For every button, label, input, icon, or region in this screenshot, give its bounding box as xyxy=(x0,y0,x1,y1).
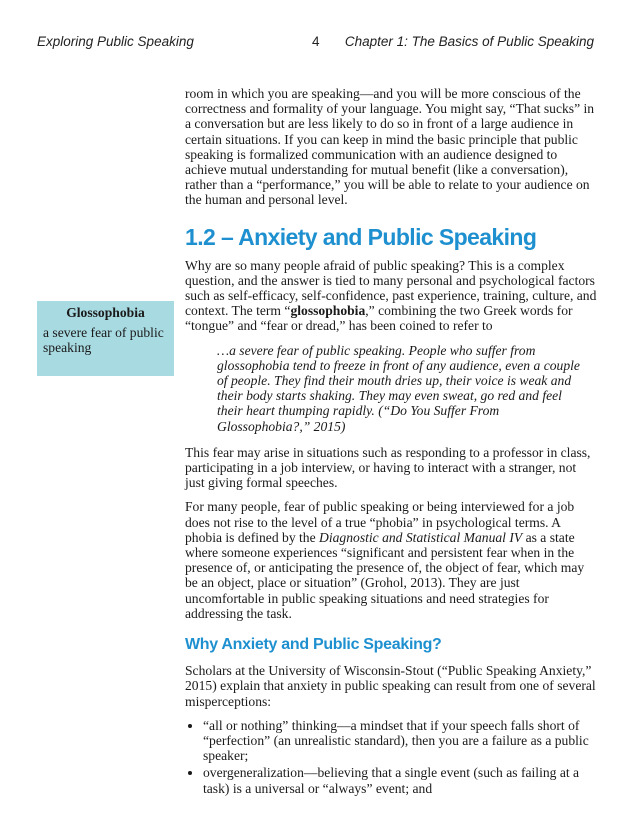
section-heading: 1.2 – Anxiety and Public Speaking xyxy=(185,223,537,250)
misperceptions-list xyxy=(185,718,597,796)
page-number: 4 xyxy=(312,34,320,49)
p3-text-after: as a state where someone experiences “significant and persistent fear when in the presence of, or anticipating the presence of, the object of fear, which may be an object, place or situation” (Grohol, 2013). They are just uncomfortable in public speaking situations and need strategies for addressing the task. xyxy=(185,529,585,621)
subsection-heading: Why Anxiety and Public Speaking? xyxy=(185,636,442,654)
p1-text-before: Why are so many people afraid of public speaking? This is a complex question, and the answer is tied to many personal and psychological factors such as self-efficacy, self-confidence, past experience, training, culture, and context. The term “ xyxy=(185,257,597,319)
dsm-title: Diagnostic and Statistical Manual IV xyxy=(319,529,523,545)
list-item: • overgeneralization—believing that a single event (such as failing at a task) is a universal or “always” event; and xyxy=(203,765,597,795)
glossary-definition: a severe fear of public speaking xyxy=(43,325,164,356)
glossary-term: Glossophobia xyxy=(66,305,145,320)
glossophobia-term: glossophobia xyxy=(290,303,366,319)
section-paragraph-1 xyxy=(185,258,597,334)
p1-text-after: ,” combining the two Greek words for “tongue” and “fear or dread,” has been coined to refer to xyxy=(185,303,573,334)
glossary-sidebar xyxy=(37,301,174,376)
intro-paragraph: room in which you are speaking—and you will be more conscious of the correctness and formality of your language. You might say, “That sucks” in a conversation but are less likely to do so in front of a large audience in certain situations. If you can keep in mind the basic principle that public speaking is formalized communication with an audience designed to achieve mutual understanding for mutual benefit (like a conversation), rather than a “performance,” you will be able to relate to your audience on the human and personal level. xyxy=(185,86,595,208)
block-quote: …a severe fear of public speaking. People who suffer from glossophobia tend to freeze in front of any audience, even a couple of people. They find their mouth dries up, their voice is weak and their body starts shaking. They may even sweat, go red and feel their heart thumping rapidly. (“Do You Suffer From Glossophobia?,” 2015) xyxy=(217,342,580,434)
main-text-column xyxy=(185,86,597,798)
section-paragraph-2: This fear may arise in situations such as responding to a professor in class, participating in a job interview, or having to interact with a stranger, not just giving formal speeches. xyxy=(185,444,591,491)
p3-text-before: For many people, fear of public speaking or being interviewed for a job does not rise to the level of a true “phobia” in psychological terms. A phobia is defined by the xyxy=(185,499,575,545)
subsection-paragraph-1: Scholars at the University of Wisconsin-Stout (“Public Speaking Anxiety,” 2015) explain that anxiety in public speaking can result from one of several misperceptions: xyxy=(185,663,596,709)
section-paragraph-3 xyxy=(185,499,597,621)
chapter-title: Chapter 1: The Basics of Public Speaking xyxy=(344,34,594,49)
book-title: Exploring Public Speaking xyxy=(37,34,194,49)
running-header xyxy=(0,34,630,54)
list-item: • “all or nothing” thinking—a mindset that if your speech falls short of “perfection” (an unrealistic standard), then you are a failure as a public speaker; xyxy=(203,718,597,764)
